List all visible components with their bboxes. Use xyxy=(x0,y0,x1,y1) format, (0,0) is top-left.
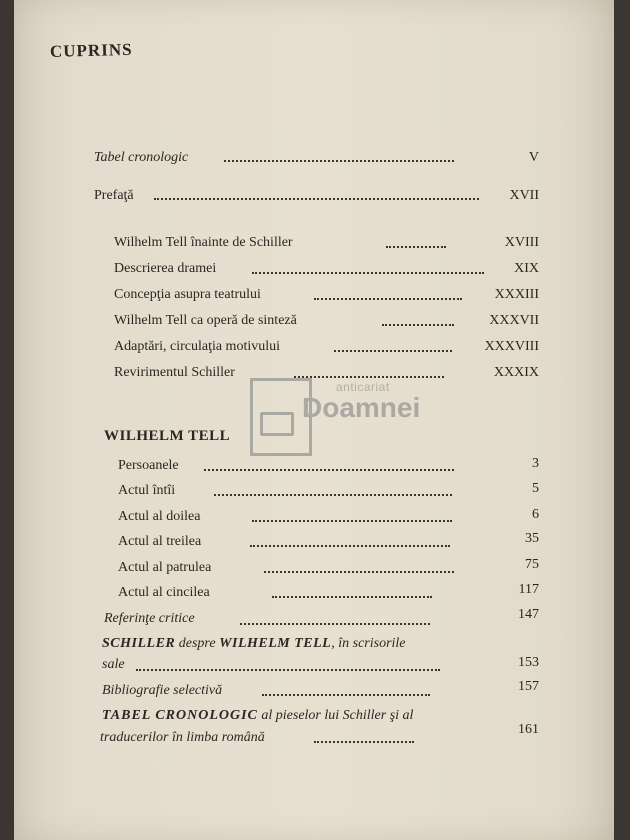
toc-entry xyxy=(104,611,195,627)
toc-page-number: XVIII xyxy=(504,235,539,250)
toc-page-number: 75 xyxy=(525,557,539,572)
toc-entry-label-caps: SCHILLER xyxy=(102,636,176,651)
toc-entry xyxy=(102,683,222,699)
toc-entry-label: Actul al doilea xyxy=(118,509,201,524)
toc-page-number: 35 xyxy=(525,531,539,546)
toc-page-number: 161 xyxy=(518,722,539,737)
toc-entry-label: Bibliografie selectivă xyxy=(102,683,223,698)
toc-entry-label-caps: WILHELM TELL xyxy=(219,636,332,651)
leader-dots xyxy=(386,246,446,248)
leader-dots xyxy=(250,545,450,547)
toc-entry-tabel-cronologic xyxy=(94,150,188,166)
toc-entry-prefata xyxy=(94,188,134,204)
toc-entry xyxy=(114,339,280,355)
leader-dots xyxy=(252,520,452,522)
toc-entry xyxy=(114,235,293,251)
toc-entry-label-text: al pieselor lui Schiller şi al xyxy=(257,708,414,723)
toc-entry-label: Revirimentul Schiller xyxy=(114,365,235,380)
leader-dots xyxy=(154,198,479,200)
toc-entry-schiller-line2 xyxy=(102,657,125,673)
toc-entry xyxy=(118,509,200,525)
toc-page-number: XXXIX xyxy=(493,365,539,380)
book-icon xyxy=(260,412,294,436)
toc-page-number: 3 xyxy=(532,456,539,471)
toc-page-number: XIX xyxy=(514,261,539,276)
leader-dots xyxy=(240,623,430,625)
toc-entry-label-text: sale xyxy=(102,657,125,672)
section-title: WILHELM TELL xyxy=(104,428,231,444)
toc-entry xyxy=(114,313,297,329)
leader-dots xyxy=(334,350,452,352)
toc-entry xyxy=(114,287,261,303)
leader-dots xyxy=(262,694,430,696)
toc-entry xyxy=(118,560,211,576)
toc-page-number: 157 xyxy=(518,679,539,694)
leader-dots xyxy=(224,160,454,162)
toc-entry-label: Referinţe critice xyxy=(104,611,195,626)
toc-entry-label-text: traducerilor în limba română xyxy=(100,730,265,745)
toc-entry-label: Prefaţă xyxy=(94,188,134,203)
toc-entry-label: Wilhelm Tell înainte de Schiller xyxy=(114,235,293,250)
toc-entry xyxy=(118,534,201,550)
leader-dots xyxy=(382,324,454,326)
toc-entry xyxy=(114,365,235,381)
toc-entry-label: Concepţia asupra teatrului xyxy=(114,287,261,302)
page-heading: CUPRINS xyxy=(49,39,133,61)
toc-entry-label: Actul al patrulea xyxy=(118,560,212,575)
leader-dots xyxy=(204,469,454,471)
toc-entry-label-text: , în scrisorile xyxy=(331,636,406,651)
watermark-big-text: Doamnei xyxy=(302,392,421,423)
watermark-small-text: anticariat xyxy=(336,380,390,394)
toc-entry-label-caps: TABEL CRONOLOGIC xyxy=(102,708,258,723)
toc-page-number: XXXIII xyxy=(494,287,539,302)
toc-entry-tabel-line2 xyxy=(100,730,265,746)
toc-entry xyxy=(114,261,216,277)
leader-dots xyxy=(136,669,440,671)
toc-entry-label: Actul al cincilea xyxy=(118,585,210,600)
toc-entry-label: Wilhelm Tell ca operă de sinteză xyxy=(114,313,297,328)
leader-dots xyxy=(272,596,432,598)
book-page xyxy=(14,0,614,840)
toc-entry xyxy=(118,585,210,601)
toc-page-number: 117 xyxy=(518,582,539,597)
watermark-logo xyxy=(250,378,450,458)
leader-dots xyxy=(264,571,454,573)
toc-entry-label-text: despre xyxy=(175,636,220,651)
toc-entry-label: Actul întîi xyxy=(118,483,176,498)
toc-entry-schiller xyxy=(102,636,406,652)
toc-entry-label: Descrierea dramei xyxy=(114,261,217,276)
toc-entry xyxy=(118,458,179,474)
toc-page-number: XXXVII xyxy=(489,313,539,328)
toc-entry-label: Adaptări, circulaţia motivului xyxy=(114,339,281,354)
toc-page-number: XVII xyxy=(509,188,539,203)
toc-page-number: 5 xyxy=(532,481,539,496)
leader-dots xyxy=(214,494,452,496)
toc-entry-label: Actul al treilea xyxy=(118,534,202,549)
toc-entry-label: Persoanele xyxy=(118,458,179,473)
toc-page-number: XXXVIII xyxy=(484,339,539,354)
toc-page-number: 147 xyxy=(518,607,539,622)
toc-page-number: V xyxy=(528,150,539,165)
toc-entry xyxy=(118,483,175,499)
leader-dots xyxy=(314,298,462,300)
toc-page-number: 6 xyxy=(532,507,539,522)
toc-entry-label: Tabel cronologic xyxy=(94,150,189,165)
toc-page-number: 153 xyxy=(518,655,539,670)
leader-dots xyxy=(314,741,414,743)
toc-entry-tabel-cronologic-piese xyxy=(102,708,413,724)
